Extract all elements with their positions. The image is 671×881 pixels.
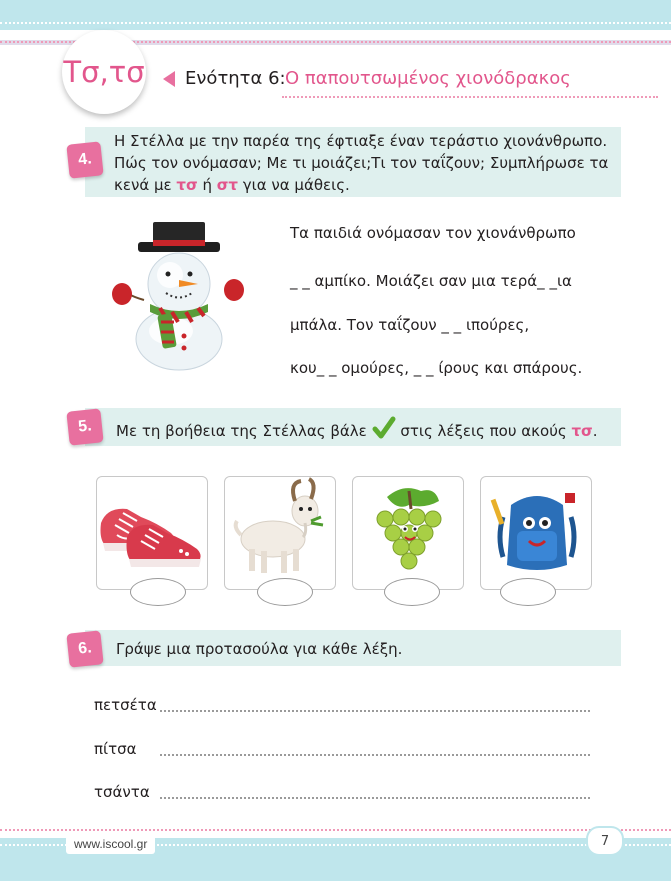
writing-line-2[interactable] bbox=[160, 754, 590, 756]
writing-line-3[interactable] bbox=[160, 797, 590, 799]
check-icon bbox=[372, 416, 396, 440]
grapes-image bbox=[353, 477, 463, 589]
task-4-line-3: κενά με τσ ή στ για να μάθεις. bbox=[114, 176, 350, 194]
picture-box-grapes bbox=[352, 476, 464, 590]
story-line-1: Τα παιδιά ονόμασαν τον χιονάνθρωπο bbox=[290, 224, 576, 242]
story-line-3: μπάλα. Τον ταΐζουν _ _ ιπούρες, bbox=[290, 316, 530, 334]
snowman-image bbox=[108, 218, 250, 376]
schoolbag-image bbox=[481, 477, 591, 589]
unit-label: Ενότητα 6: bbox=[185, 68, 286, 89]
task-6-instruction: Γράψε μια προτασούλα για κάθε λέξη. bbox=[116, 640, 403, 658]
page-number: 7 bbox=[586, 826, 624, 856]
task-4-line-1: Η Στέλλα με την παρέα της έφτιαξε έναν τεράστιο χιονάνθρωπο. bbox=[114, 132, 608, 150]
picture-box-schoolbag bbox=[480, 476, 592, 590]
unit-title: Ο παπουτσωμένος χιονόδρακος bbox=[285, 68, 571, 89]
answer-oval-goat[interactable] bbox=[257, 578, 313, 606]
footer-pink-line bbox=[0, 829, 671, 831]
story-line-2: _ _ αμπίκο. Μοιάζει σαν μια τερά_ _ια bbox=[290, 272, 572, 290]
goat-image bbox=[225, 477, 335, 589]
letters-st: στ bbox=[216, 176, 238, 194]
task-4-line-2: Πώς τον ονόμασαν; Με τι μοιάζει;Τι τον ταΐζουν; Συμπλήρωσε τα bbox=[114, 154, 609, 172]
task-5-instruction: Με τη βοήθεια της Στέλλας βάλε στις λέξεις που ακούς τσ. bbox=[116, 416, 598, 442]
task-6-number: 6. bbox=[66, 630, 103, 667]
task-4-number: 4. bbox=[66, 141, 103, 178]
unit-arrow-icon bbox=[163, 71, 175, 87]
story-line-4: κου_ _ ομούρες, _ _ ίρους και σπάρους. bbox=[290, 359, 583, 377]
word-pitsa: πίτσα bbox=[94, 740, 137, 758]
letters-ts: τσ bbox=[176, 176, 198, 194]
picture-box-goat bbox=[224, 476, 336, 590]
footer-site-link[interactable]: www.iscool.gr bbox=[66, 834, 155, 854]
answer-oval-schoolbag[interactable] bbox=[500, 578, 556, 606]
writing-line-1[interactable] bbox=[160, 710, 590, 712]
sneakers-image bbox=[97, 477, 207, 589]
word-petseta: πετσέτα bbox=[94, 696, 157, 714]
word-tsanta: τσάντα bbox=[94, 783, 150, 801]
topic-badge: Τσ,τσ bbox=[62, 30, 146, 114]
answer-oval-sneakers[interactable] bbox=[130, 578, 186, 606]
answer-oval-grapes[interactable] bbox=[384, 578, 440, 606]
picture-box-sneakers bbox=[96, 476, 208, 590]
task-5-number: 5. bbox=[66, 408, 103, 445]
unit-title-underline bbox=[282, 96, 658, 98]
top-band bbox=[0, 0, 671, 30]
